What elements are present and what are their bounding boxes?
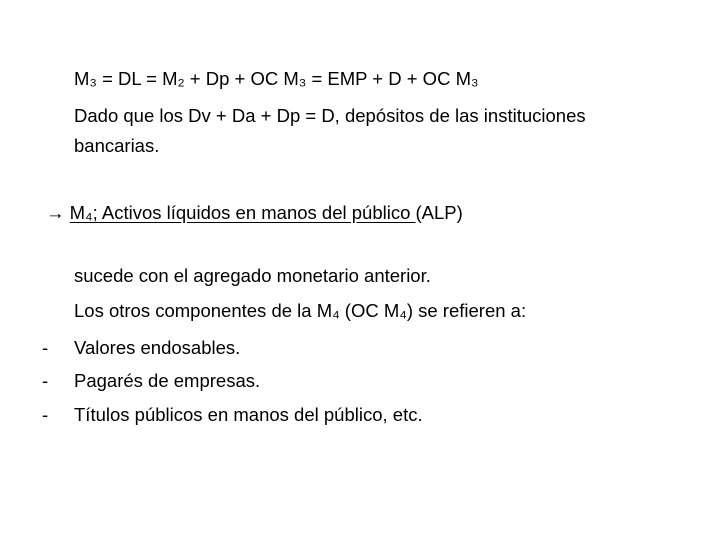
bullet-dash: - (42, 370, 49, 391)
text-line: Dado que los Dv + Da + Dp = D, depósitos de las instituciones (74, 105, 586, 126)
list-item (42, 402, 423, 428)
equation-line: M₃ = DL = M₂ + Dp + OC M₃ = EMP + D + OC M₃ (74, 68, 479, 89)
text-line: bancarias. (74, 135, 160, 156)
heading-suffix: (ALP) (415, 202, 463, 223)
list-item (42, 335, 241, 361)
bullet-dash: - (42, 404, 49, 425)
bullet-dash: - (42, 337, 49, 358)
list-item-text: Valores endosables. (74, 337, 241, 358)
text-line: sucede con el agregado monetario anterior. (74, 265, 431, 286)
list-item-text: Pagarés de empresas. (74, 370, 261, 391)
heading-line (46, 200, 463, 226)
heading-underlined: M₄; Activos líquidos en manos del público (69, 202, 416, 223)
text-line: Los otros componentes de la M₄ (OC M₄) se refieren a: (74, 300, 527, 321)
arrow-icon: → (46, 202, 65, 223)
list-item (42, 368, 261, 394)
list-item-text: Títulos públicos en manos del público, etc. (74, 404, 423, 425)
